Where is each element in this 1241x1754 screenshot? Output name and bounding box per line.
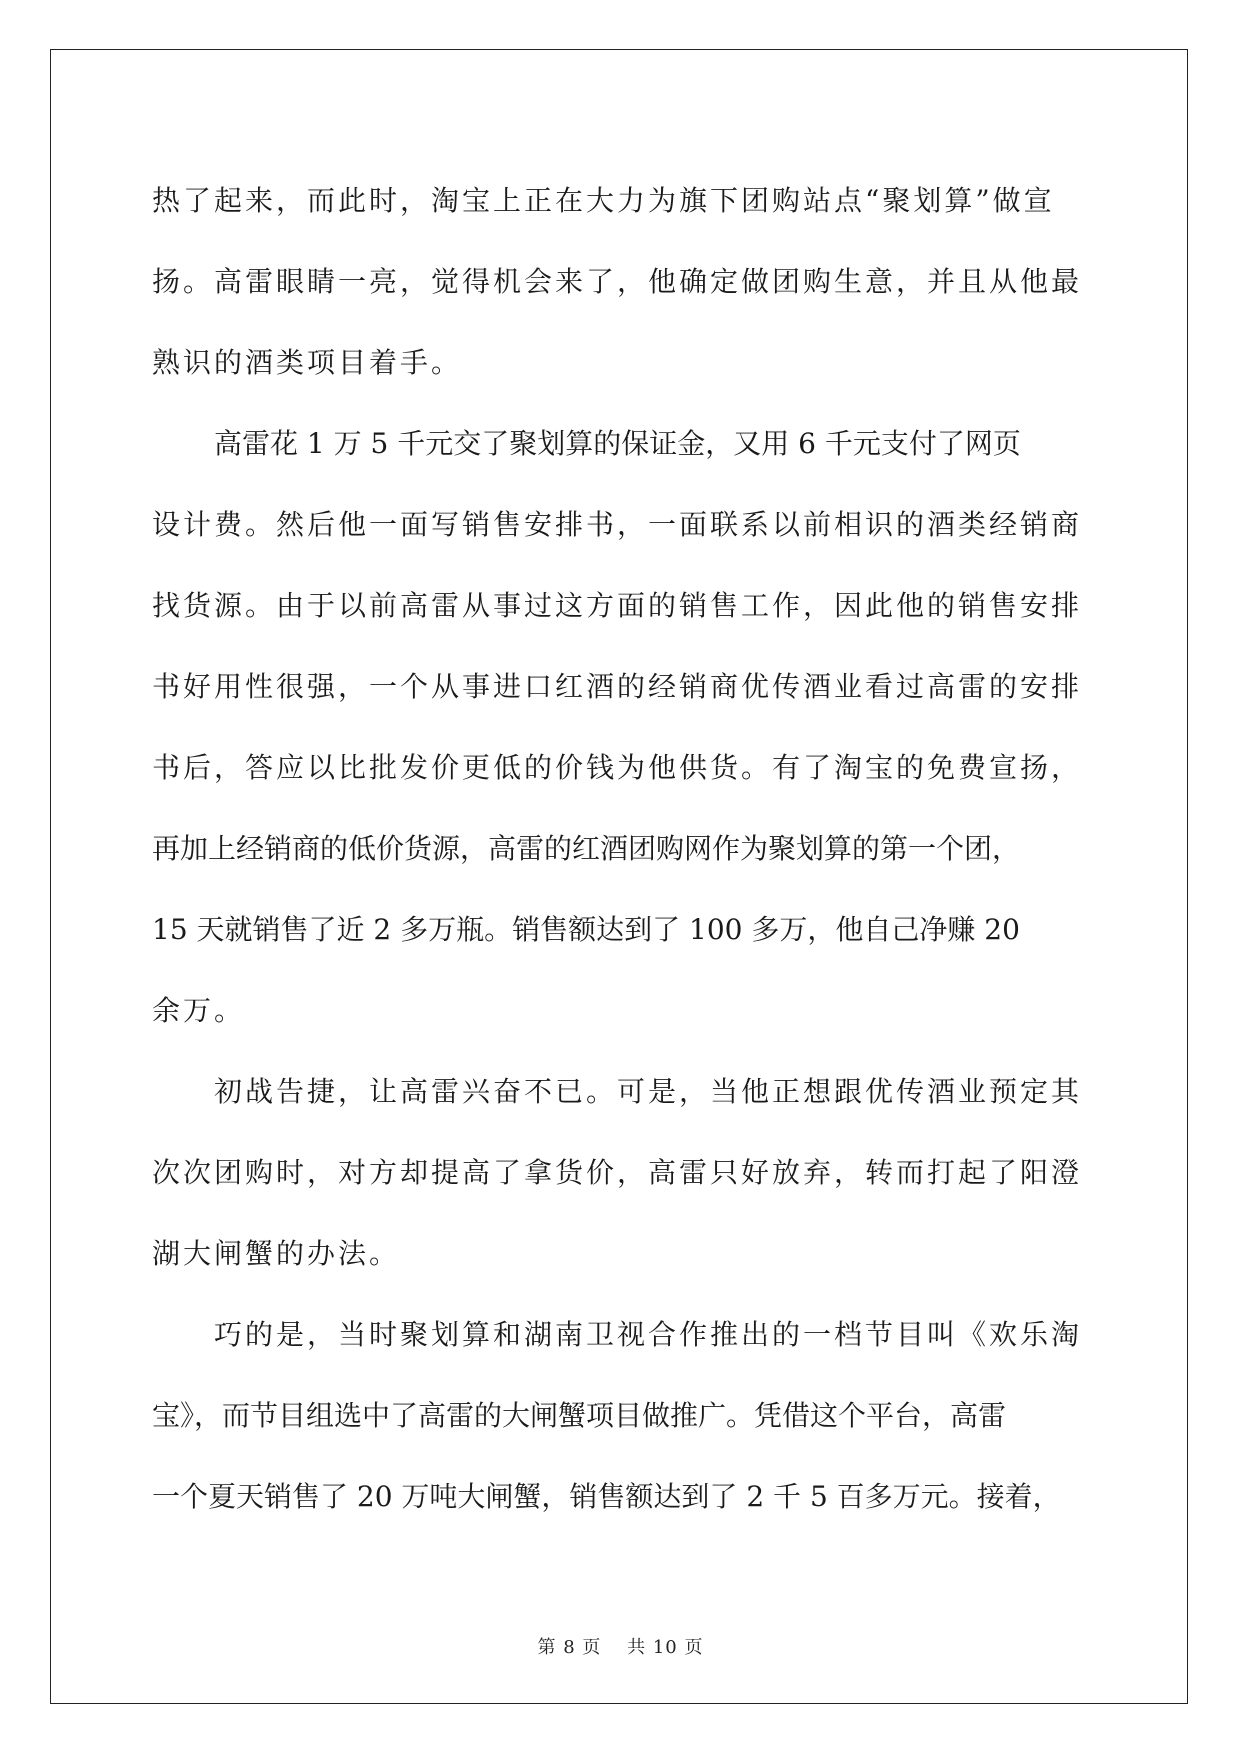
page-number: 第 8 页 共 10 页 — [537, 1637, 704, 1658]
text-line: 初战告捷，让高雷兴奋不已。可是，当他正想跟优传酒业预定其 — [214, 1075, 1083, 1108]
text-line: 湖大闸蟹的办法。 — [152, 1237, 401, 1270]
text-line: 热了起来，而此时，淘宝上正在大力为旗下团购站点“聚划算”做宣 — [152, 184, 1055, 217]
text-line: 巧的是，当时聚划算和湖南卫视合作推出的一档节目叫《欢乐淘 — [214, 1318, 1083, 1351]
text-line: 找货源。由于以前高雷从事过这方面的销售工作，因此他的销售安排 — [152, 589, 1083, 622]
paragraph — [152, 1294, 1094, 1537]
text-line: 扬。高雷眼睛一亮，觉得机会来了，他确定做团购生意，并且从他最 — [152, 265, 1083, 298]
paragraph — [152, 160, 1094, 403]
text-line: 一个夏天销售了 20 万吨大闸蟹，销售额达到了 2 千 5 百多万元。接着， — [152, 1480, 1061, 1513]
page-footer — [0, 1633, 1241, 1659]
text-line: 次次团购时，对方却提高了拿货价，高雷只好放弃，转而打起了阳澄 — [152, 1156, 1083, 1189]
text-line: 书好用性很强，一个从事进口红酒的经销商优传酒业看过高雷的安排 — [152, 670, 1083, 703]
text-line: 高雷花 1 万 5 千元交了聚划算的保证金，又用 6 千元支付了网页 — [214, 427, 1021, 460]
text-line: 宝》，而节目组选中了高雷的大闸蟹项目做推广。凭借这个平台，高雷 — [152, 1399, 1007, 1432]
text-line: 书后，答应以比批发价更低的价钱为他供货。有了淘宝的免费宣扬， — [152, 751, 1083, 784]
text-line: 15 天就销售了近 2 多万瓶。销售额达到了 100 多万，他自己净赚 20 — [152, 913, 1020, 946]
paragraph — [152, 403, 1094, 1051]
text-line: 余万。 — [152, 994, 246, 1027]
text-line: 熟识的酒类项目着手。 — [152, 346, 463, 379]
text-line: 再加上经销商的低价货源，高雷的红酒团购网作为聚划算的第一个团， — [152, 832, 1021, 865]
text-line: 设计费。然后他一面写销售安排书，一面联系以前相识的酒类经销商 — [152, 508, 1083, 541]
document-body — [152, 160, 1094, 1537]
paragraph — [152, 1051, 1094, 1294]
